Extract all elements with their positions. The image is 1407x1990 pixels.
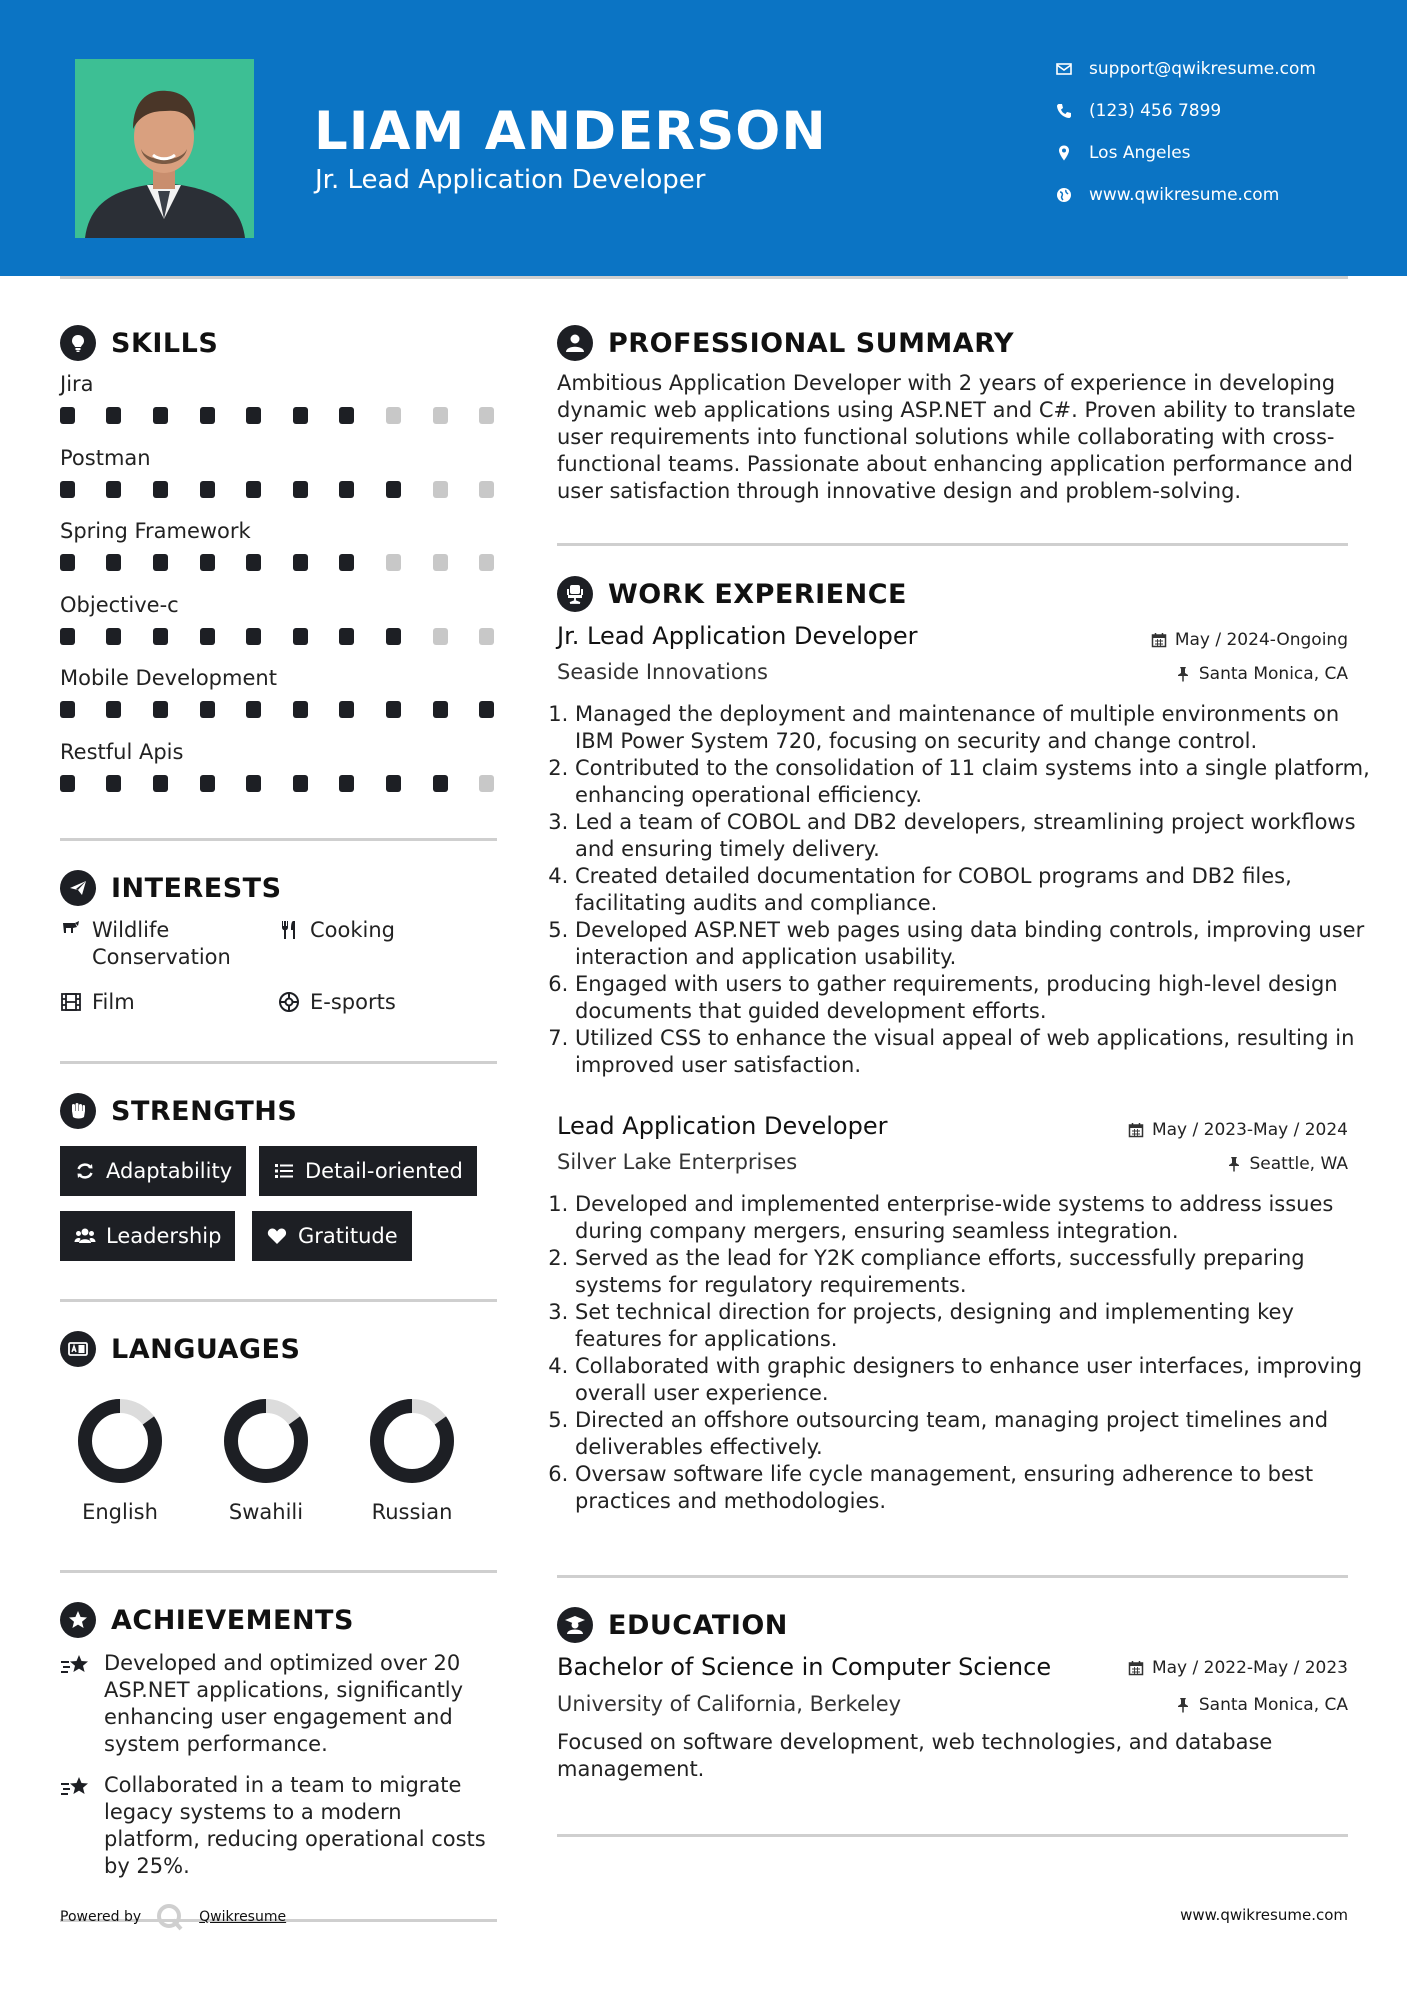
rating-dot-filled [106,775,121,792]
rating-dot-filled [106,481,121,498]
calendar-icon [1128,1122,1144,1138]
skill-rating [60,554,500,572]
skill-rating [60,407,500,425]
responsibility-item: 5. Developed ASP.NET web pages using data binding controls, improving user interaction and application usability. [575,917,1375,971]
experience-divider [557,1575,1348,1578]
contact-website[interactable] [1055,185,1279,205]
list-icon [273,1160,295,1182]
qwikresume-logo-icon [155,1902,185,1932]
responsibility-item: 3. Set technical direction for projects, designing and implementing key features for applications. [575,1299,1375,1353]
rating-dot-filled [106,701,121,718]
lightbulb-icon [60,325,96,361]
strength-tag [259,1146,477,1196]
language-swahili [206,1396,326,1524]
contact-email[interactable] [1055,59,1316,79]
education-title: EDUCATION [608,1609,788,1641]
rating-dot-filled [60,407,75,424]
achievement-text: Collaborated in a team to migrate legacy systems to a modern platform, reducing operational costs by 25%. [104,1773,486,1878]
utensils-icon [278,919,300,941]
rating-dot-filled [246,481,261,498]
rating-dot-filled [106,407,121,424]
rating-dot-filled [246,775,261,792]
skills-heading [60,325,218,361]
rating-dot-filled [339,407,354,424]
rating-dot-filled [386,481,401,498]
rating-dot-filled [246,407,261,424]
pushpin-icon [1175,666,1191,682]
rating-dot-filled [153,554,168,571]
rating-dot-filled [293,407,308,424]
rating-dot-empty [479,775,494,792]
refresh-icon [74,1160,96,1182]
strengths-divider [60,1299,497,1302]
rating-dot-filled [200,481,215,498]
language-english [60,1396,180,1524]
interest-item [278,917,498,944]
location-text: Los Angeles [1089,143,1191,163]
language-label: Russian [371,1500,453,1524]
language-label: Swahili [228,1500,304,1524]
calendar-icon [1128,1660,1144,1676]
language-russian [352,1396,472,1524]
responsibility-item: 2. Served as the lead for Y2K compliance efforts, successfully preparing systems for regulatory requirements. [575,1245,1375,1299]
strength-label: Leadership [106,1224,222,1248]
skill-name: Jira [60,372,94,396]
rating-dot-empty [386,554,401,571]
responsibility-item: 4. Collaborated with graphic designers to enhance user interfaces, improving overall user experience. [575,1353,1375,1407]
rating-dot-filled [106,628,121,645]
achievement-text: Developed and optimized over 20 ASP.NET applications, significantly enhancing user engagement and system performance. [104,1651,464,1756]
users-icon [74,1225,96,1247]
rating-dot-filled [433,701,448,718]
responsibility-item: 6. Oversaw software life cycle management, ensuring adherence to best practices and methodologies. [575,1461,1375,1515]
rating-dot-filled [200,775,215,792]
language-donut [367,1396,457,1486]
rating-dot-empty [479,481,494,498]
pushpin-icon [1226,1156,1242,1172]
school-name: University of California, Berkeley [557,1692,902,1716]
job-responsibilities [557,1191,1375,1515]
strength-tag [252,1211,412,1261]
rating-dot-filled [153,407,168,424]
rating-dot-filled [339,775,354,792]
rating-dot-filled [339,554,354,571]
pushpin-icon [1175,1697,1191,1713]
rating-dot-filled [60,775,75,792]
graduate-icon [557,1607,593,1643]
job-location [1226,1154,1349,1174]
responsibility-item: 7. Utilized CSS to enhance the visual appeal of web applications, resulting in improved user satisfaction. [575,1025,1375,1079]
job-location [1175,664,1348,684]
responsibility-item: 6. Engaged with users to gather requirements, producing high-level design documents that guided development efforts. [575,971,1375,1025]
rating-dot-filled [293,628,308,645]
skill-rating [60,481,500,499]
rating-dot-filled [200,554,215,571]
powered-by[interactable] [60,1902,286,1932]
rating-dot-filled [153,628,168,645]
responsibility-item: 2. Contributed to the consolidation of 11 claim systems into a single platform, enhancing operational efficiency. [575,755,1375,809]
education-text: Focused on software development, web technologies, and database management. [557,1730,1273,1781]
calendar-icon [1151,632,1167,648]
footer-website[interactable]: www.qwikresume.com [1180,1906,1348,1924]
rating-dot-empty [433,481,448,498]
brand-link[interactable]: Qwikresume [199,1909,287,1925]
skill-rating [60,701,500,719]
interests-divider [60,1061,497,1064]
languages-divider [60,1570,497,1573]
rating-dot-filled [60,481,75,498]
rating-dot-empty [386,407,401,424]
fist-icon [60,1093,96,1129]
summary-title: PROFESSIONAL SUMMARY [608,327,1015,359]
job-date-text: May / 2023-May / 2024 [1151,1120,1348,1140]
skills-title: SKILLS [111,327,219,359]
envelope-icon [1055,60,1073,78]
language-donut [221,1396,311,1486]
job-responsibilities [557,701,1375,1079]
experience-heading [557,576,907,612]
summary-text: Ambitious Application Developer with 2 years of experience in developing dynamic web applications using ASP.NET and C#. Proven ability to translate user requirements into functional solutions while collaborating with cross-functional teams. Passionate about enhancing application performance and user satisfaction through innovative design and problem-solving. [557,371,1356,503]
rating-dot-empty [479,407,494,424]
interests-title: INTERESTS [111,872,282,904]
interest-item [60,989,260,1016]
job-company: Seaside Innovations [557,660,768,684]
rating-dot-filled [60,628,75,645]
header-banner [0,0,1407,276]
responsibility-item: 1. Managed the deployment and maintenance of multiple environments on IBM Power System 720, focusing on security and change control. [575,701,1375,755]
interest-label: Wildlife Conservation [92,918,231,969]
degree-title: Bachelor of Science in Computer Science [557,1653,1052,1681]
rating-dot-filled [479,701,494,718]
profile-photo [75,59,254,238]
strength-tag [60,1146,246,1196]
shooting-star-icon [60,1652,92,1680]
rating-dot-filled [339,701,354,718]
rating-dot-filled [153,775,168,792]
interests-heading [60,870,282,906]
skill-name: Objective-c [60,592,179,617]
strengths-heading [60,1093,297,1129]
rating-dot-filled [293,701,308,718]
user-icon [557,325,593,361]
responsibility-item: 3. Led a team of COBOL and DB2 developers, streamlining project workflows and ensuring timely delivery. [575,809,1375,863]
rating-dot-filled [246,701,261,718]
strength-label: Detail-oriented [305,1159,463,1183]
candidate-name: LIAM ANDERSON [314,101,827,162]
skills-divider [60,838,497,841]
achievements-heading [60,1602,354,1638]
summary-heading [557,325,1014,361]
job-date [1151,630,1348,650]
chair-icon [557,576,593,612]
skill-name: Spring Framework [60,519,251,543]
rating-dot-filled [246,628,261,645]
rating-dot-filled [293,775,308,792]
rating-dot-filled [386,701,401,718]
education-date [1128,1658,1348,1678]
rating-dot-empty [433,407,448,424]
interest-label: E-sports [310,990,396,1014]
rating-dot-empty [479,628,494,645]
email-text: support@qwikresume.com [1089,59,1316,79]
skill-name: Postman [60,445,151,470]
languages-title: LANGUAGES [111,1333,301,1365]
language-donut [75,1396,165,1486]
star-badge-icon [60,1602,96,1638]
job-title: Jr. Lead Application Developer [557,622,918,650]
job-date [1128,1120,1348,1140]
heart-icon [266,1225,288,1247]
strengths-title: STRENGTHS [111,1095,298,1127]
interest-label: Cooking [310,918,395,942]
achievement-item [60,1772,500,1880]
achievements-title: ACHIEVEMENTS [111,1604,354,1636]
phone-icon [1055,102,1073,120]
rating-dot-filled [200,701,215,718]
interest-item [60,917,260,971]
paper-plane-icon [60,870,96,906]
responsibility-item: 5. Directed an offshore outsourcing team, managing project timelines and deliverables effectively. [575,1407,1375,1461]
rating-dot-filled [60,554,75,571]
strength-label: Gratitude [298,1224,398,1248]
education-heading [557,1607,788,1643]
film-icon [60,991,82,1013]
contact-phone[interactable] [1055,101,1221,121]
education-location-text: Santa Monica, CA [1198,1695,1348,1715]
education-date-text: May / 2022-May / 2023 [1151,1658,1348,1678]
skill-rating [60,775,500,793]
contact-location [1055,143,1191,163]
summary-divider [557,543,1348,546]
header-divider [60,276,1348,279]
rating-dot-filled [106,554,121,571]
responsibility-item: 4. Created detailed documentation for COBOL programs and DB2 files, facilitating audits and compliance. [575,863,1375,917]
experience-title: WORK EXPERIENCE [608,578,907,610]
website-text: www.qwikresume.com [1089,185,1280,205]
languages-heading [60,1331,300,1367]
skill-name: Restful Apis [60,739,184,764]
education-divider [557,1834,1348,1837]
job-date-text: May / 2024-Ongoing [1174,630,1348,650]
rating-dot-empty [433,554,448,571]
job-location-text: Santa Monica, CA [1198,664,1348,684]
rating-dot-filled [293,554,308,571]
esports-icon [278,991,300,1013]
achievement-item [60,1650,500,1758]
wildlife-icon [60,919,82,941]
shooting-star-icon [60,1774,92,1802]
rating-dot-filled [153,481,168,498]
education-location [1175,1695,1348,1715]
rating-dot-filled [200,628,215,645]
rating-dot-filled [60,701,75,718]
rating-dot-filled [386,628,401,645]
rating-dot-filled [293,481,308,498]
rating-dot-filled [200,407,215,424]
map-pin-icon [1055,144,1073,162]
rating-dot-filled [246,554,261,571]
responsibility-item: 1. Developed and implemented enterprise-wide systems to address issues during company mergers, ensuring seamless integration. [575,1191,1375,1245]
phone-text: (123) 456 7899 [1089,101,1222,121]
job-title: Lead Application Developer [557,1112,888,1140]
candidate-title: Jr. Lead Application Developer [315,165,706,195]
job-company: Silver Lake Enterprises [557,1150,798,1174]
language-icon [60,1331,96,1367]
powered-label: Powered by [60,1909,142,1925]
rating-dot-filled [433,775,448,792]
rating-dot-filled [339,628,354,645]
job-location-text: Seattle, WA [1249,1154,1348,1174]
rating-dot-empty [479,554,494,571]
strength-label: Adaptability [106,1159,233,1183]
interest-item [278,989,498,1016]
rating-dot-filled [339,481,354,498]
globe-icon [1055,186,1073,204]
strength-tag [60,1211,235,1261]
language-label: English [82,1500,158,1524]
interest-label: Film [92,990,135,1014]
rating-dot-filled [386,775,401,792]
skill-rating [60,628,500,646]
rating-dot-filled [153,701,168,718]
rating-dot-empty [433,628,448,645]
skill-name: Mobile Development [60,666,277,690]
